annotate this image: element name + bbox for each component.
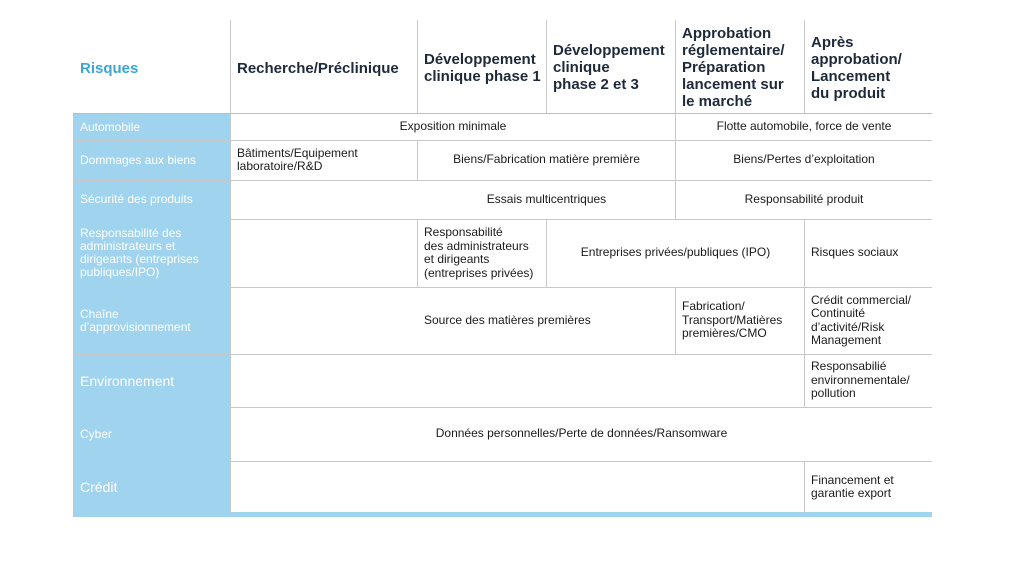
cell-divider: [804, 219, 805, 287]
cell-divider: [804, 461, 805, 513]
cell-supply-credit: [811, 287, 911, 354]
header-line: réglementaire/: [682, 42, 785, 59]
header-line: Développement: [424, 51, 536, 68]
cell-line: d’activité/Risk: [811, 319, 885, 334]
cell-directors-ipo: Entreprises privées/publiques (IPO): [580, 245, 771, 260]
cell-line: (entreprises privées): [424, 265, 534, 280]
cell-environment-liability: [811, 354, 910, 407]
cell-property-manufacturing: Biens/Fabrication matière première: [453, 152, 640, 167]
header-line: du produit: [811, 85, 886, 102]
cell-supply-manufacturing: [682, 287, 782, 354]
row-label-supply-chain: [80, 287, 191, 354]
row-label-credit: Crédit: [80, 479, 118, 495]
header-separator: [675, 20, 676, 114]
risks-header: Risques: [80, 59, 139, 77]
cell-line: laboratoire/R&D: [237, 159, 323, 173]
header-line: Préparation: [682, 59, 766, 76]
cell-line: pollution: [811, 386, 856, 401]
cell-directors-private: [424, 219, 533, 287]
row-label-property-damage: Dommages aux biens: [80, 152, 197, 167]
header-line: clinique phase 1: [424, 68, 541, 85]
cell-line: Management: [811, 333, 882, 347]
cell-line: garantie export: [811, 486, 892, 500]
cell-automobile-minimal: Exposition minimale: [399, 119, 507, 134]
cell-line: Crédit commercial/: [811, 292, 912, 307]
cell-divider: [417, 219, 418, 287]
cell-property-lab: [237, 140, 358, 180]
cell-line: et dirigeants: [424, 252, 490, 266]
cell-line: environnementale/: [811, 372, 910, 387]
header-line: Après: [811, 34, 854, 51]
header-regulatory-approval: [682, 25, 785, 110]
header-line: clinique: [553, 59, 610, 76]
cell-property-losses: Biens/Pertes d’exploitation: [733, 152, 875, 167]
header-line: phase 2 et 3: [553, 76, 639, 93]
cell-divider: [804, 354, 805, 407]
cell-supply-sourcing: Source des matières premières: [424, 312, 591, 327]
row-label-automobile: Automobile: [80, 119, 141, 134]
header-separator: [230, 20, 231, 114]
header-separator: [417, 20, 418, 114]
header-clinical-phase23: [553, 42, 665, 93]
row-label-environment: Environnement: [80, 372, 175, 389]
cell-directors-social: Risques sociaux: [811, 245, 899, 260]
cell-divider: [675, 287, 676, 354]
cell-credit-export: [811, 461, 894, 513]
header-line: approbation/: [811, 51, 902, 68]
header-clinical-phase1: [424, 51, 541, 85]
label-line: dirigeants (entreprises: [80, 252, 199, 266]
header-research-preclinical: Recherche/Préclinique: [237, 59, 399, 77]
header-line: le marché: [682, 93, 753, 110]
label-line: d’approvisionnement: [80, 319, 191, 334]
cell-automobile-fleet: Flotte automobile, force de vente: [716, 119, 892, 134]
cell-safety-trials: Essais multicentriques: [486, 191, 607, 206]
header-line: Développement: [553, 42, 665, 59]
header-line: Lancement: [811, 68, 891, 85]
cell-cyber-data: Données personnelles/Perte de données/Ransomware: [435, 426, 728, 441]
row-label-directors-liability: [80, 219, 199, 287]
cell-safety-liability: Responsabilité produit: [744, 191, 864, 206]
label-line: administrateurs et: [80, 239, 176, 253]
cell-line: des administrateurs: [424, 238, 529, 253]
row-label-product-safety: Sécurité des produits: [80, 192, 193, 206]
cell-line: Responsabilié: [811, 359, 887, 374]
header-separator: [546, 20, 547, 114]
cell-line: Financement et: [811, 472, 894, 487]
row-label-cyber: Cyber: [80, 426, 113, 441]
cell-divider: [804, 287, 805, 354]
cell-line: Bâtiments/Equipement: [237, 145, 358, 160]
header-line: Approbation: [682, 25, 772, 42]
header-line: lancement sur: [682, 76, 784, 93]
header-post-approval: [811, 34, 902, 102]
cell-line: Transport/Matières: [682, 312, 783, 327]
header-separator: [804, 20, 805, 114]
label-line: Chaîne: [80, 306, 119, 321]
cell-line: Fabrication/: [682, 299, 745, 314]
cell-line: Responsabilité: [424, 225, 503, 239]
label-line: publiques/IPO): [80, 265, 160, 279]
cell-line: premières/CMO: [682, 326, 767, 341]
label-line: Responsabilité des: [80, 226, 182, 240]
cell-line: Continuité: [811, 306, 866, 320]
